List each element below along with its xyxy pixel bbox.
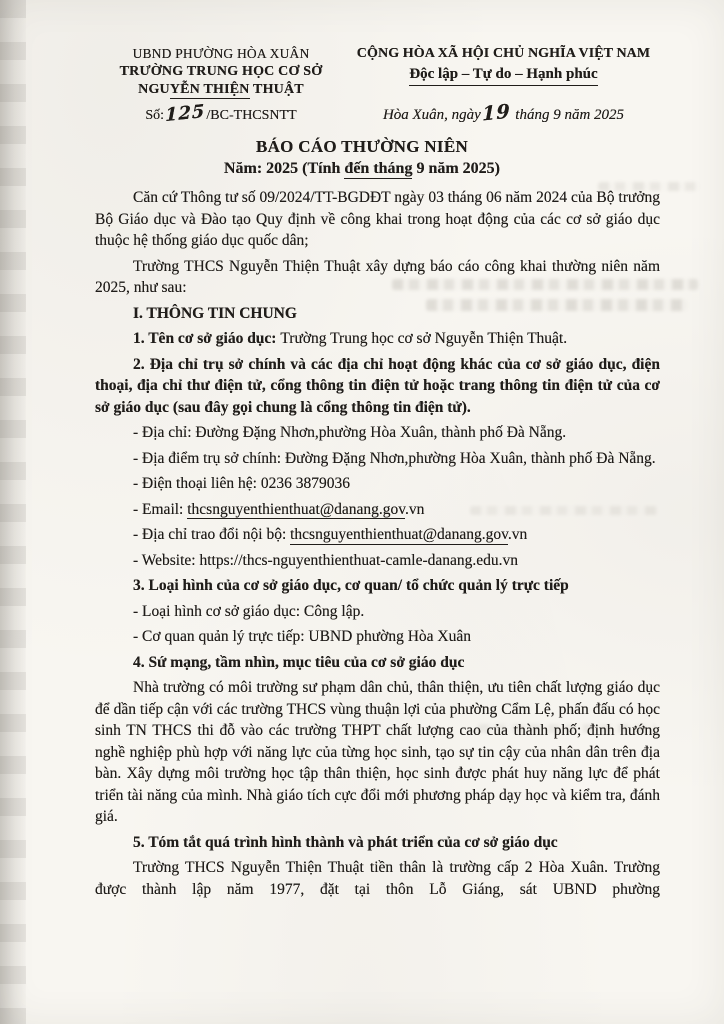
field-loai-hinh: - Loại hình cơ sở giáo dục: Công lập. [133, 602, 365, 620]
para-intro: Trường THCS Nguyễn Thiện Thuật xây dựng báo cáo công khai thường niên năm 2025, như sau: [95, 257, 660, 296]
internal-email-link: thcsnguyenthienthuat@danang.gov [290, 526, 508, 543]
doc-number-label: Số: [145, 108, 165, 123]
email-tld: .vn [404, 500, 425, 518]
issuer-school-name [95, 82, 347, 98]
para-lich-su: Trường THCS Nguyễn Thiện Thuật tiền thân là trường cấp 2 Hòa Xuân. Trường được thành lập năm 1977, đặt tại thôn Lỗ Giáng, sát UBND phường [95, 859, 660, 898]
national-header-block [347, 46, 660, 124]
field-dia-chi: - Địa chỉ: Đường Đặng Nhơn,phường Hòa Xuân, thành phố Đà Nẵng. [133, 424, 567, 441]
subtitle-pre: Năm: 2025 (Tính [223, 160, 345, 177]
section-2-heading: 2. Địa chỉ trụ sở chính và các địa chỉ hoạt động khác của cơ sở giáo dục, điện thoại, địa chỉ thư điện tử, cổng thông tin điện tử hoặc trang thông tin điện tử của cơ sở giáo dục (sau đây gọi chung là cổng thông tin điện tử). [95, 355, 660, 416]
section-4-heading: 4. Sứ mạng, tầm nhìn, mục tiêu của cơ sở giáo dục [133, 653, 465, 671]
national-motto-country: CỘNG HÒA XÃ HỘI CHỦ NGHĨA VIỆT NAM [356, 46, 651, 61]
internal-email-tld: .vn [507, 526, 528, 543]
field-ten-co-so [95, 328, 660, 350]
field-label: 1. Tên cơ sở giáo dục: [133, 330, 281, 347]
field-website: - Website: https://thcs-nguyenthienthuat-camle-danang.edu.vn [133, 551, 519, 569]
date-day-handwritten: 19 [481, 99, 511, 126]
email-link: thcsnguyenthienthuat@danang.gov [187, 500, 405, 518]
issuer-authority: UBND PHƯỜNG HÒA XUÂN [132, 46, 310, 61]
para-su-mang: Nhà trường có môi trường sư phạm dân chủ, thân thiện, ưu tiên chất lượng giáo dục để dần tiếp cận với các trường THCS vùng thuận lợi của phường Cẩm Lệ, phấn đấu có học sinh TN THCS thi đỗ vào các trường THPT chất lượng cao của thành phố; định hướng nghề nghiệp phù hợp với năng lực của từng học sinh, tạo sự tin cậy của nhân dân trên địa bàn. Xây dựng môi trường học tập thân thiện, học sinh được phát huy năng lực để phát triển tài năng của mình. Nhà giáo tích cực đổi mới phương pháp dạy học và kiểm tra, đánh giá. [95, 679, 660, 825]
section-3-heading: 3. Loại hình của cơ sở giáo dục, cơ quan/ tổ chức quản lý trực tiếp [133, 577, 569, 594]
document-title: BÁO CÁO THƯỜNG NIÊN [255, 137, 469, 156]
place-date-prefix: Hòa Xuân, ngày [382, 107, 481, 123]
doc-number-suffix: /BC-THCSNTT [206, 108, 297, 123]
field-label: - Địa chỉ trao đổi nội bộ: [133, 526, 291, 543]
school-name-pre: NGU [138, 82, 170, 97]
section-5-heading: 5. Tóm tắt quá trình hình thành và phát triển của cơ sở giáo dục [133, 833, 558, 851]
para-can-cu: Căn cứ Thông tư số 09/2024/TT-BGDĐT ngày 03 tháng 06 năm 2024 của Bộ trưởng Bộ Giáo dục và Đào tạo Quy định về công khai trong hoạt động của các cơ sở giáo dục thuộc hệ thống giáo dục quốc dân; [95, 189, 660, 249]
subtitle-post: 9 năm 2025) [412, 160, 501, 177]
document-header [95, 46, 660, 127]
document-body [95, 187, 660, 900]
place-date-line [347, 99, 660, 126]
issuer-block [95, 46, 347, 127]
document-number [95, 100, 347, 127]
motto-underlined: Độc lập – Tự do – Hạnh phúc [409, 66, 597, 86]
field-dia-diem-tru-so: - Địa điểm trụ sở chính: Đường Đặng Nhơn,phường Hòa Xuân, thành phố Đà Nẵng. [133, 449, 656, 467]
doc-number-handwritten: 125 [165, 100, 206, 127]
field-co-quan-quan-ly: - Cơ quan quản lý trực tiếp: UBND phường Hòa Xuân [133, 628, 471, 645]
field-email [95, 499, 660, 521]
field-dien-thoai: - Điện thoại liên hệ: 0236 3879036 [133, 475, 350, 492]
subtitle-underlined: đến tháng [344, 160, 413, 177]
national-motto-line [347, 66, 660, 86]
document-title-block [0, 137, 724, 178]
place-date-suffix: tháng 9 năm 2025 [515, 107, 625, 123]
field-label: - Email: [133, 500, 188, 518]
school-name-post: THUẬT [249, 82, 304, 97]
field-value: Trường Trung học cơ sở Nguyễn Thiện Thuật. [280, 330, 568, 347]
document-subtitle [0, 160, 724, 178]
section-i-heading: I. THÔNG TIN CHUNG [133, 304, 297, 322]
issuer-school-line1: TRƯỜNG TRUNG HỌC CƠ SỞ [119, 64, 323, 79]
school-name-underlined: YỄN THIỆN [169, 82, 250, 97]
field-noi-bo [95, 524, 660, 546]
